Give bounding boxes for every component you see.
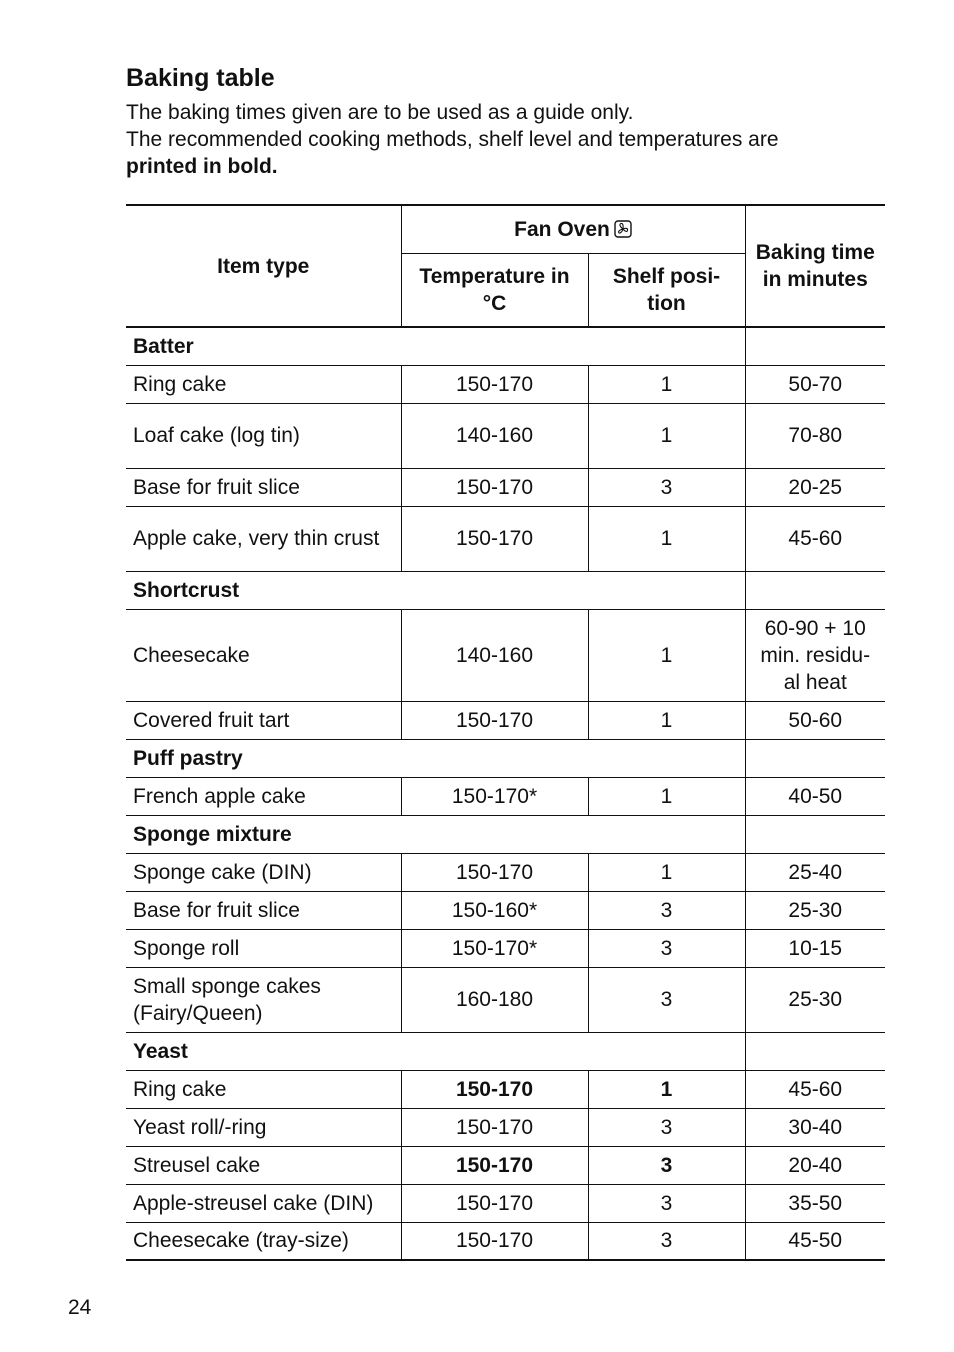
time-cell: 45-60 [745, 506, 885, 571]
table-row [126, 403, 885, 468]
header-item-type: Item type [126, 205, 401, 327]
intro-text [126, 99, 886, 180]
shelf-cell: 3 [588, 1184, 745, 1222]
time-cell: 25-30 [745, 967, 885, 1032]
category-row [126, 327, 885, 365]
category-empty-cell [745, 1032, 885, 1070]
time-cell: 50-60 [745, 701, 885, 739]
item-cell: Loaf cake (log tin) [126, 403, 401, 468]
table-row [126, 1222, 885, 1260]
time-cell: 45-60 [745, 1070, 885, 1108]
shelf-cell: 1 [588, 609, 745, 701]
table-row [126, 365, 885, 403]
table-row [126, 891, 885, 929]
shelf-cell: 1 [588, 365, 745, 403]
time-cell: 45-50 [745, 1222, 885, 1260]
table-row [126, 1108, 885, 1146]
item-cell: Ring cake [126, 365, 401, 403]
temperature-cell: 150-170 [401, 1222, 588, 1260]
item-cell: Yeast roll/-ring [126, 1108, 401, 1146]
shelf-cell: 3 [588, 929, 745, 967]
time-cell: 60-90 + 10 min. residu- al heat [745, 609, 885, 701]
table-row [126, 777, 885, 815]
shelf-cell: 1 [588, 506, 745, 571]
temperature-cell: 150-170 [401, 506, 588, 571]
header-shelf: Shelf posi- tion [588, 253, 745, 327]
time-cell: 20-25 [745, 468, 885, 506]
category-yeast: Yeast [126, 1032, 745, 1070]
temperature-cell: 160-180 [401, 967, 588, 1032]
category-puff-pastry: Puff pastry [126, 739, 745, 777]
temperature-cell: 150-160* [401, 891, 588, 929]
table-row [126, 929, 885, 967]
header-fan-oven [401, 205, 745, 253]
item-cell: Sponge cake (DIN) [126, 853, 401, 891]
category-empty-cell [745, 327, 885, 365]
fan-icon [614, 220, 632, 238]
category-row [126, 739, 885, 777]
category-row [126, 1032, 885, 1070]
category-shortcrust: Shortcrust [126, 571, 745, 609]
baking-table [126, 204, 885, 1261]
temperature-cell: 150-170 [401, 1184, 588, 1222]
table-row [126, 468, 885, 506]
shelf-cell: 1 [588, 777, 745, 815]
time-cell: 10-15 [745, 929, 885, 967]
page-number: 24 [68, 1296, 92, 1319]
category-empty-cell [745, 571, 885, 609]
temperature-cell: 150-170 [401, 1108, 588, 1146]
category-batter: Batter [126, 327, 745, 365]
time-cell: 30-40 [745, 1108, 885, 1146]
shelf-cell: 3 [588, 1222, 745, 1260]
item-cell: Small sponge cakes (Fairy/Queen) [126, 967, 401, 1032]
shelf-cell: 1 [588, 403, 745, 468]
time-cell: 70-80 [745, 403, 885, 468]
item-cell: Cheesecake [126, 609, 401, 701]
temperature-cell: 150-170 [401, 468, 588, 506]
table-row [126, 1184, 885, 1222]
shelf-cell: 1 [588, 701, 745, 739]
intro-line-3: printed in bold. [126, 155, 278, 178]
header-fan-oven-label: Fan Oven [514, 217, 610, 241]
shelf-cell: 3 [588, 1108, 745, 1146]
table-row [126, 1070, 885, 1108]
temperature-cell: 150-170 [401, 1070, 588, 1108]
category-row [126, 571, 885, 609]
shelf-cell: 3 [588, 967, 745, 1032]
item-cell: French apple cake [126, 777, 401, 815]
time-cell: 25-40 [745, 853, 885, 891]
table-row [126, 1146, 885, 1184]
item-cell: Apple-streusel cake (DIN) [126, 1184, 401, 1222]
intro-line-1: The baking times given are to be used as a guide only. [126, 101, 634, 124]
item-cell: Ring cake [126, 1070, 401, 1108]
time-cell: 35-50 [745, 1184, 885, 1222]
item-cell: Sponge roll [126, 929, 401, 967]
temperature-cell: 150-170 [401, 1146, 588, 1184]
item-cell: Base for fruit slice [126, 468, 401, 506]
temperature-cell: 150-170 [401, 853, 588, 891]
temperature-cell: 150-170 [401, 701, 588, 739]
table-row [126, 701, 885, 739]
time-cell: 40-50 [745, 777, 885, 815]
temperature-cell: 140-160 [401, 609, 588, 701]
item-cell: Covered fruit tart [126, 701, 401, 739]
temperature-cell: 150-170 [401, 365, 588, 403]
shelf-cell: 1 [588, 1070, 745, 1108]
header-temperature: Temperature in °C [401, 253, 588, 327]
shelf-cell: 3 [588, 891, 745, 929]
category-row [126, 815, 885, 853]
item-cell: Cheesecake (tray-size) [126, 1222, 401, 1260]
shelf-cell: 1 [588, 853, 745, 891]
category-sponge-mixture: Sponge mixture [126, 815, 745, 853]
table-row [126, 609, 885, 701]
shelf-cell: 3 [588, 1146, 745, 1184]
temperature-cell: 150-170* [401, 929, 588, 967]
table-row [126, 853, 885, 891]
table-row [126, 506, 885, 571]
page-title: Baking table [126, 64, 275, 92]
shelf-cell: 3 [588, 468, 745, 506]
category-empty-cell [745, 815, 885, 853]
header-baking-time: Baking time in minutes [745, 205, 885, 327]
time-cell: 50-70 [745, 365, 885, 403]
intro-line-2: The recommended cooking methods, shelf level and temperatures are [126, 128, 779, 151]
item-cell: Apple cake, very thin crust [126, 506, 401, 571]
item-cell: Streusel cake [126, 1146, 401, 1184]
temperature-cell: 150-170* [401, 777, 588, 815]
category-empty-cell [745, 739, 885, 777]
item-cell: Base for fruit slice [126, 891, 401, 929]
table-row [126, 967, 885, 1032]
time-cell: 20-40 [745, 1146, 885, 1184]
time-cell: 25-30 [745, 891, 885, 929]
temperature-cell: 140-160 [401, 403, 588, 468]
